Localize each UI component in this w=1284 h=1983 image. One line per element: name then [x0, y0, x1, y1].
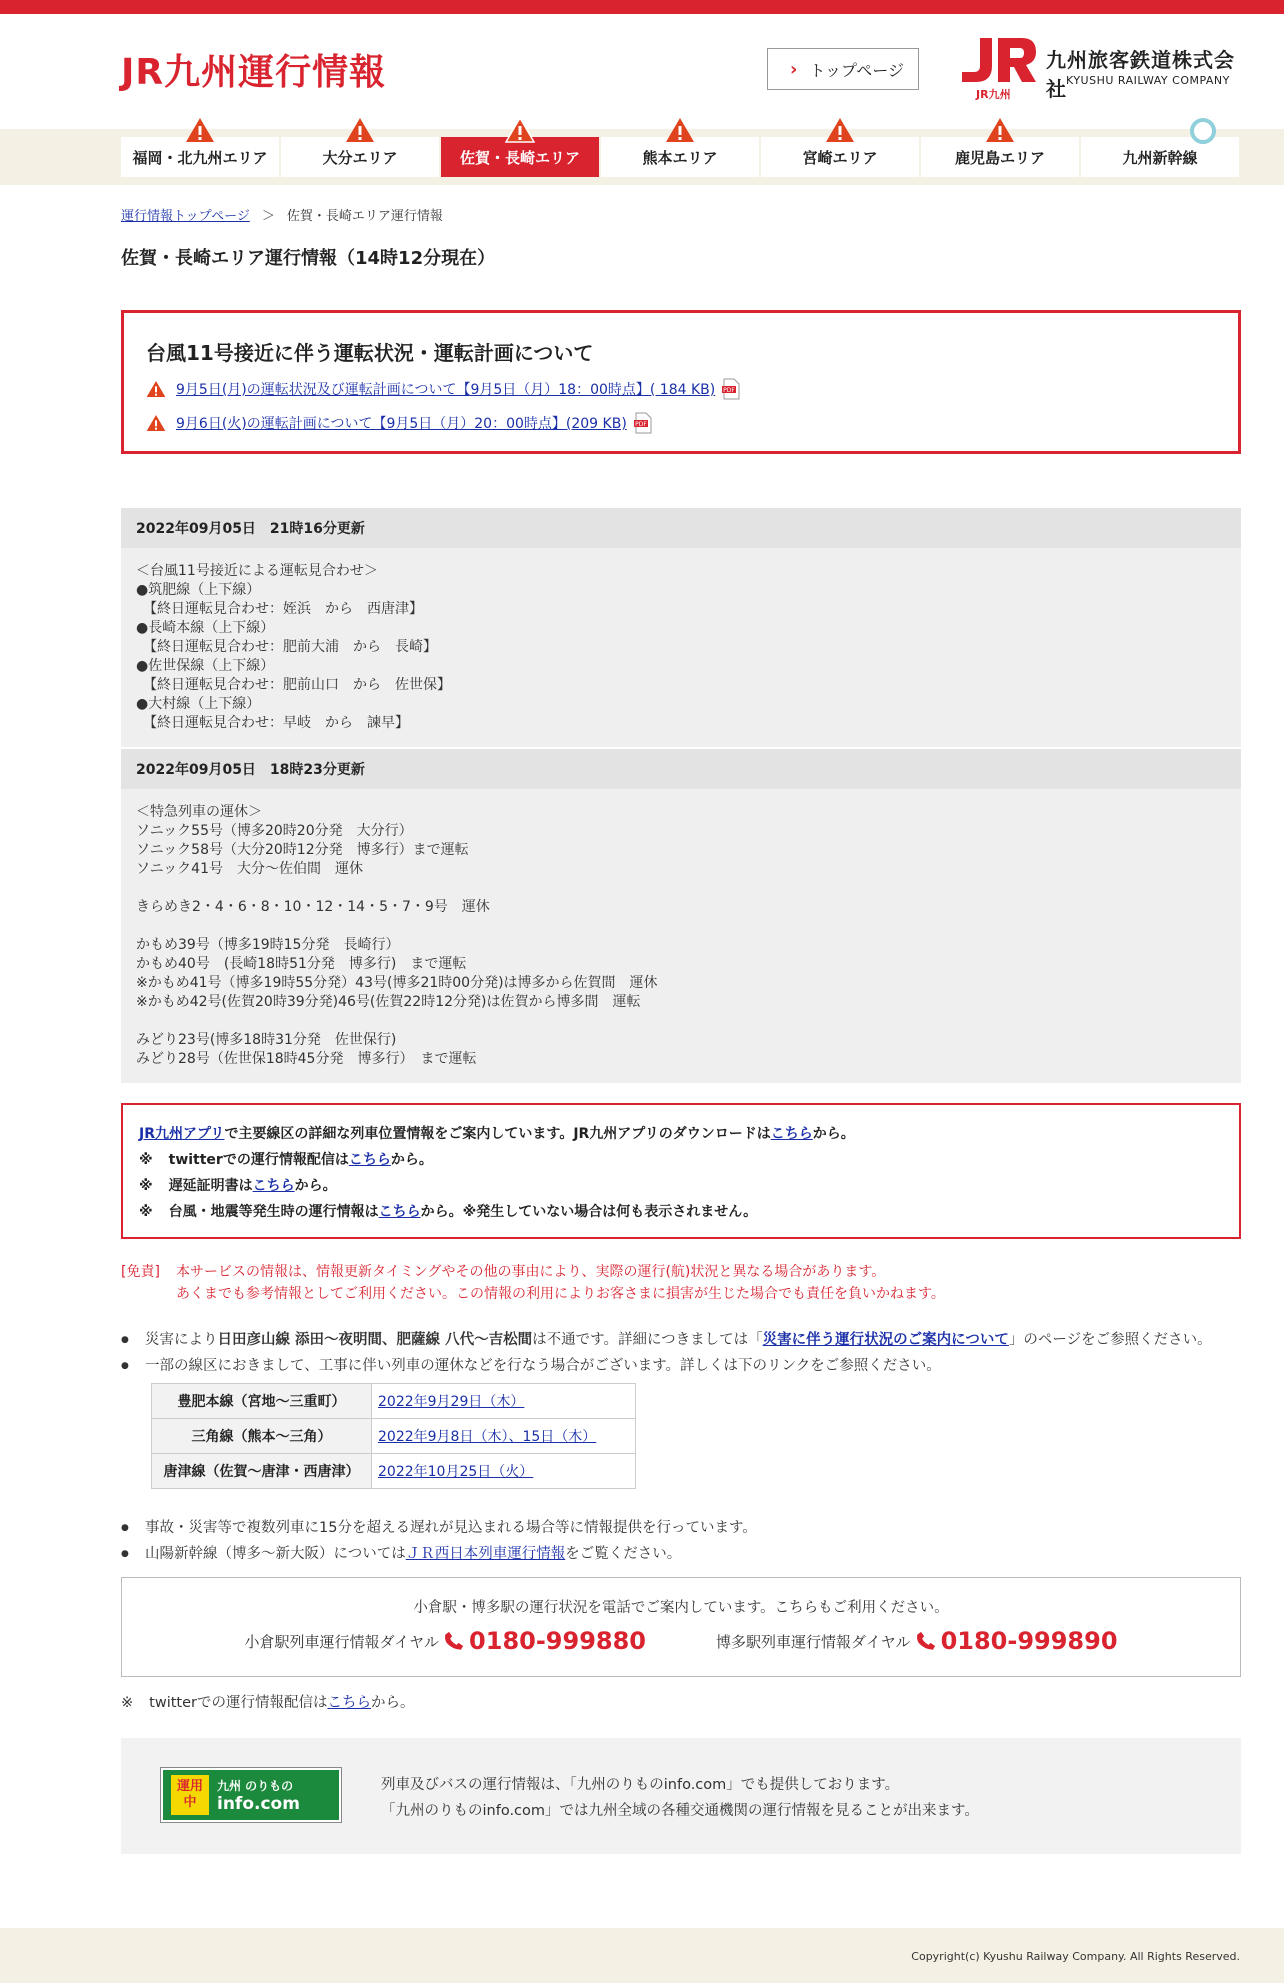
table-date-cell	[372, 1384, 636, 1419]
tab-label: 熊本エリア	[642, 148, 718, 167]
note-bold-text: 日田彦山線 添田～夜明間、肥薩線 八代～吉松間	[217, 1332, 533, 1348]
tab-miyazaki[interactable]	[761, 137, 919, 177]
update-timestamp: 2022年09月05日 21時16分更新	[121, 508, 1241, 548]
disaster-info-link[interactable]: こちら	[378, 1204, 421, 1220]
table-line-cell: 三角線（熊本～三角）	[152, 1419, 372, 1454]
app-info-line	[139, 1121, 1223, 1147]
twitter-link[interactable]: こちら	[327, 1695, 371, 1711]
note-text: は不通です。詳細につきましては「	[532, 1332, 763, 1348]
disclaimer	[121, 1261, 1241, 1305]
notice-item	[146, 406, 1216, 440]
norimono-text	[381, 1772, 979, 1824]
phone-lead: 小倉駅・博多駅の運行状況を電話でご案内しています。こちらもご利用ください。	[413, 1600, 949, 1616]
table-line-cell: 唐津線（佐賀～唐津・西唐津）	[152, 1454, 372, 1489]
top-page-button[interactable]	[767, 48, 919, 90]
warning-icon	[345, 117, 375, 143]
logo-small-text: JR九州	[976, 88, 1011, 101]
company-name-en: KYUSHU RAILWAY COMPANY	[1066, 74, 1230, 87]
list-item	[121, 1353, 1241, 1379]
jr-kyushu-app-link[interactable]: JR九州アプリ	[139, 1126, 225, 1142]
twitter-link[interactable]: こちら	[348, 1152, 391, 1168]
main-content	[121, 205, 1241, 1854]
svg-text:PDF: PDF	[634, 421, 647, 428]
notice-pdf-link-sept6[interactable]: 9月6日(火)の運転計画について【9月5日（月）20：00時点】(209 KB)	[176, 416, 627, 432]
update-body: ＜特急列車の運休＞ ソニック55号（博多20時20分発 大分行） ソニック58号（大分20時12分発 博多行）まで運転 ソニック41号 大分～佐伯間 運休 きらめき2・4・6・8・10・12・14・5・7・9号 運休 かもめ39号（博多19時15分発 長崎行） かもめ40号 (長崎18時51分発 博多行) まで運転 ※かもめ41号（博多19時55分発）43号(博多21時00分発)は博多から佐賀間 運休 ※かもめ42号(佐賀20時39分発)46号(佐賀22時12分発)は佐賀から博多間 運転 みどり23号(博多18時31分発 佐世保行) みどり28号（佐世保18時45分発 博多行） まで運転	[121, 789, 1241, 1083]
breadcrumb-separator: ＞	[261, 209, 275, 224]
jr-logo-mark	[958, 36, 1038, 86]
logo-text: 九州 のりもの	[217, 1778, 294, 1793]
warning-icon	[185, 117, 215, 143]
note-text: 事故・災害等で複数列車に15分を超える遅れが見込まれる場合等に情報提供を行っています。	[145, 1520, 757, 1536]
pdf-icon	[721, 378, 741, 400]
company-name-ja: 九州旅客鉄道株式会社	[1046, 48, 1235, 101]
note-mark: ※	[139, 1178, 153, 1194]
norimono-line: 列車及びバスの運行情報は、「九州のりものinfo.com」でも提供しております。	[381, 1777, 900, 1793]
phone-icon	[443, 1630, 465, 1652]
tab-label: 大分エリア	[322, 148, 398, 167]
disclaimer-line: あくまでも参考情報としてご利用ください。この情報の利用によりお客さまに損害が生じた場合でも責任を負いかねます。	[176, 1286, 945, 1302]
app-info-box	[121, 1103, 1241, 1239]
disaster-guide-link[interactable]: 災害に伴う運行状況のご案内について	[762, 1332, 1009, 1348]
list-item	[121, 1327, 1241, 1353]
tab-fukuoka[interactable]	[121, 137, 279, 177]
note-text: 」のページをご参照ください。	[1008, 1332, 1212, 1348]
page-title: 佐賀・長崎エリア運行情報（14時12分現在）	[121, 248, 496, 269]
tab-saga-nagasaki[interactable]	[441, 137, 599, 177]
from-text: から。	[390, 1152, 433, 1168]
hakata-dial	[716, 1627, 1118, 1655]
note-mark: ※	[121, 1695, 134, 1711]
top-red-bar	[0, 0, 1284, 14]
table-line-cell: 豊肥本線（宮地～三重町）	[152, 1384, 372, 1419]
phone-number[interactable]: 0180-999880	[469, 1627, 646, 1655]
top-page-label: トップページ	[809, 60, 904, 80]
area-nav	[0, 129, 1284, 185]
construction-date-link[interactable]: 2022年10月25日（火）	[378, 1464, 534, 1480]
header	[0, 14, 1284, 114]
notice-pdf-link-sept5[interactable]: 9月5日(月)の運転状況及び運転計画について【9月5日（月）18：00時点】( 184 KB)	[176, 382, 716, 398]
note-mark: ※	[139, 1204, 153, 1220]
construction-date-link[interactable]: 2022年9月29日（木）	[378, 1394, 525, 1410]
disaster-text: 台風・地震等発生時の運行情報は	[168, 1204, 379, 1220]
footer	[0, 1928, 1284, 1983]
notes-list	[121, 1515, 1241, 1567]
note-text: 災害により	[145, 1332, 218, 1348]
breadcrumb	[121, 205, 1241, 224]
warning-icon	[146, 380, 166, 398]
note-text: をご覧ください。	[565, 1546, 682, 1562]
update-body: ＜台風11号接近による運転見合わせ＞ ●筑肥線（上下線） 【終日運転見合わせ：姪浜 から 西唐津】 ●長崎本線（上下線） 【終日運転見合わせ：肥前大浦 から 長崎】 ●佐世保線（上下線） 【終日運転見合わせ：肥前山口 から 佐世保】 ●大村線（上下線） 【終日運転見合わせ：早岐 から 諫早】	[121, 548, 1241, 747]
table-row	[152, 1384, 636, 1419]
phone-number[interactable]: 0180-999890	[940, 1627, 1118, 1655]
app-download-link[interactable]: こちら	[770, 1126, 813, 1142]
delay-cert-link[interactable]: こちら	[252, 1178, 295, 1194]
tab-label: 宮崎エリア	[802, 148, 878, 167]
tab-kumamoto[interactable]	[601, 137, 759, 177]
delay-cert-line	[139, 1173, 1223, 1199]
typhoon-notice-box	[121, 310, 1241, 454]
update-block	[121, 749, 1241, 1083]
notice-item	[146, 372, 1216, 406]
phone-icon	[915, 1630, 937, 1652]
phone-label: 博多駅列車運行情報ダイヤル	[716, 1632, 911, 1651]
disaster-info-line	[139, 1199, 1223, 1225]
notes-list	[121, 1327, 1241, 1379]
list-item	[121, 1541, 1241, 1567]
app-info-text: で主要線区の詳細な列車位置情報をご案内しています。JR九州アプリのダウンロードは	[224, 1126, 771, 1142]
list-item	[121, 1515, 1241, 1541]
logo-text: info.com	[217, 1793, 300, 1814]
update-block	[121, 508, 1241, 747]
breadcrumb-current: 佐賀・長崎エリア運行情報	[286, 209, 443, 224]
tab-label: 鹿児島エリア	[954, 148, 1045, 167]
note-text: 山陽新幹線（博多～新大阪）については	[145, 1546, 406, 1562]
tab-label: 佐賀・長崎エリア	[459, 148, 580, 167]
warning-icon	[825, 117, 855, 143]
disclaimer-tag: [免責]	[121, 1264, 160, 1280]
jr-kyushu-logo[interactable]	[958, 36, 1238, 100]
note-text: 一部の線区におきまして、工事に伴い列車の運休などを行なう場合がございます。詳しくは下のリンクをご参照ください。	[145, 1358, 941, 1374]
tab-label: 福岡・北九州エリア	[132, 148, 268, 167]
normal-status-circle-icon	[1190, 118, 1216, 144]
tab-oita[interactable]	[281, 137, 439, 177]
pdf-icon	[633, 412, 653, 434]
table-date-cell	[372, 1419, 636, 1454]
twitter-text: twitterでの運行情報配信は	[168, 1152, 349, 1168]
delay-cert-text: 遅延証明書は	[168, 1178, 253, 1194]
kokura-dial	[244, 1627, 646, 1655]
twitter-text: twitterでの運行情報配信は	[149, 1695, 328, 1711]
breadcrumb-home-link[interactable]: 運行情報トップページ	[121, 209, 250, 224]
norimono-line: 「九州のりものinfo.com」では九州全域の各種交通機関の運行情報を見ることが出来ます。	[381, 1803, 979, 1819]
warning-icon	[985, 117, 1015, 143]
warning-icon	[665, 117, 695, 143]
disaster-suffix: から。※発生していない場合は何も表示されません。	[420, 1204, 758, 1220]
construction-table	[151, 1383, 636, 1489]
note-mark: ※	[139, 1152, 153, 1168]
table-row	[152, 1454, 636, 1489]
update-timestamp: 2022年09月05日 18時23分更新	[121, 749, 1241, 789]
norimono-info-banner	[121, 1738, 1241, 1854]
table-date-cell	[372, 1454, 636, 1489]
copyright: Copyright(c) Kyushu Railway Company. All Rights Reserved.	[911, 1950, 1240, 1963]
norimono-logo[interactable]	[161, 1768, 341, 1822]
tab-kagoshima[interactable]	[921, 137, 1079, 177]
twitter-note	[121, 1691, 1241, 1712]
svg-text:PDF: PDF	[723, 387, 736, 394]
notice-title: 台風11号接近に伴う運転状況・運転計画について	[146, 341, 594, 365]
jr-west-link[interactable]: ＪＲ西日本列車運行情報	[405, 1546, 566, 1562]
site-title[interactable]: JR九州運行情報	[121, 52, 387, 93]
from-text: から。	[294, 1178, 337, 1194]
tab-label: 九州新幹線	[1122, 148, 1198, 167]
warning-icon	[146, 414, 166, 432]
table-row	[152, 1419, 636, 1454]
twitter-info-line	[139, 1147, 1223, 1173]
tab-shinkansen[interactable]	[1081, 137, 1239, 177]
chevron-right-icon: ›	[790, 58, 798, 80]
from-text: から。	[370, 1695, 415, 1711]
warning-icon	[505, 117, 535, 143]
phone-info-box	[121, 1577, 1241, 1677]
phone-label: 小倉駅列車運行情報ダイヤル	[244, 1632, 440, 1651]
disclaimer-line: 本サービスの情報は、情報更新タイミングやその他の事由により、実際の運行(航)状況と異なる場合があります。	[176, 1264, 886, 1280]
phone-row	[122, 1627, 1240, 1655]
construction-date-link[interactable]: 2022年9月8日（木）、15日（木）	[378, 1429, 597, 1445]
from-text: から。	[812, 1126, 855, 1142]
in-operation-badge: 運用中	[171, 1775, 209, 1815]
